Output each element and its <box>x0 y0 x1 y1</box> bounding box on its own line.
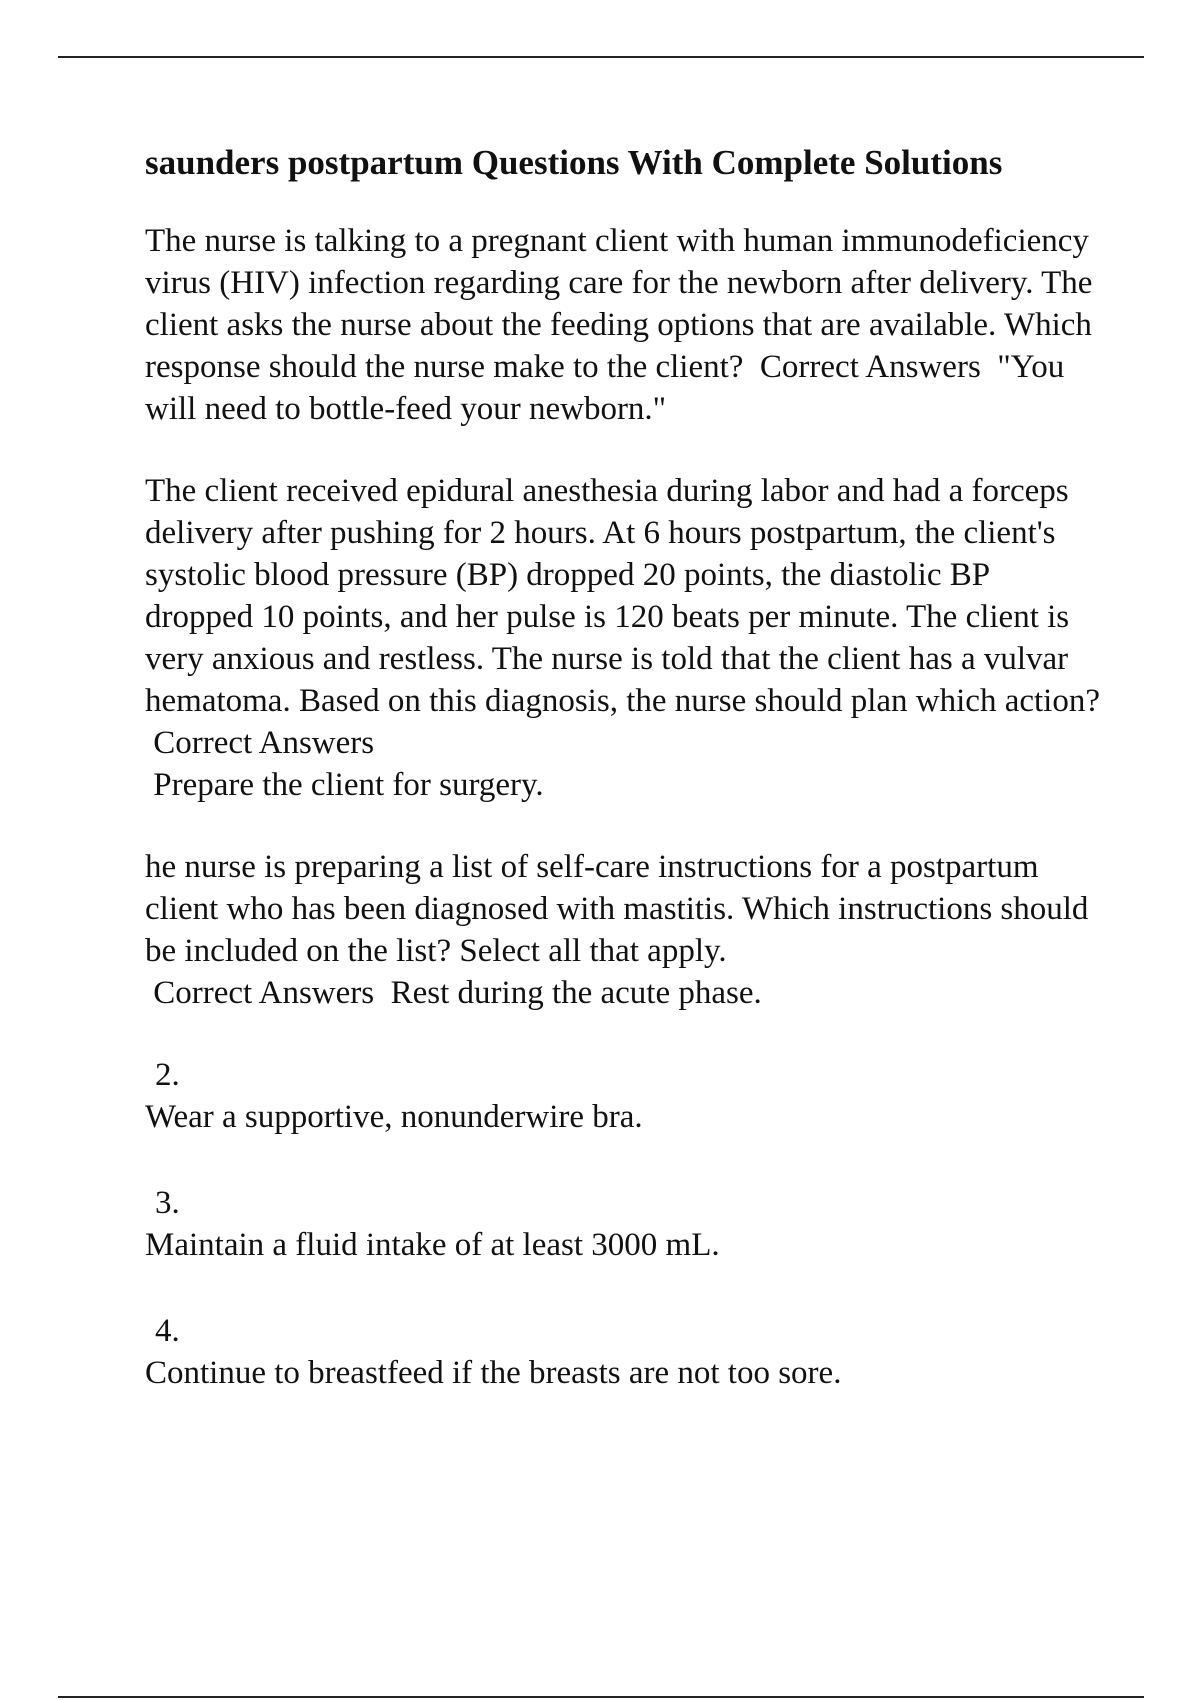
document-title: saunders postpartum Questions With Complete Solutions <box>145 143 1003 182</box>
document-body <box>145 142 1105 1438</box>
list-item-number: 3. <box>155 1185 180 1221</box>
list-item-number: 2. <box>155 1057 180 1093</box>
question-text: he nurse is preparing a list of self-care instructions for a postpartum client who has been diagnosed with mastitis. Which instructions should be included on the list? Select all that apply. <box>145 849 1089 969</box>
list-item-text: Continue to breastfeed if the breasts are not too sore. <box>145 1355 842 1391</box>
list-item-number: 4. <box>155 1313 180 1349</box>
qa-block-2 <box>145 470 1105 806</box>
list-item-text: Wear a supportive, nonunderwire bra. <box>145 1099 643 1135</box>
answer-label: Correct Answers <box>759 349 981 385</box>
answer-label: Correct Answers <box>153 725 375 761</box>
answer-text: Rest during the acute phase. <box>390 975 762 1011</box>
question-text: The client received epidural anesthesia during labor and had a forceps delivery after pushing for 2 hours. At 6 hours postpartum, the client's systolic blood pressure (BP) dropped 20 points, the diastolic BP dropped 10 points, and her pulse is 120 beats per minute. The client is very anxious and restless. The nurse is told that the client has a vulvar hematoma. Based on this diagnosis, the nurse should plan which action? <box>145 473 1100 719</box>
top-rule <box>58 56 1144 58</box>
list-item-text: Maintain a fluid intake of at least 3000 mL. <box>145 1227 720 1263</box>
question-text: The nurse is talking to a pregnant client with human immunodeficiency virus (HIV) infection regarding care for the newborn after delivery. The client asks the nurse about the feeding options that are available. Which response should the nurse make to the client? <box>145 223 1093 385</box>
list-item <box>145 1054 1105 1138</box>
list-item <box>145 1310 1105 1394</box>
bottom-rule <box>58 1696 1144 1698</box>
answer-text: "You will need to bottle-feed your newborn." <box>145 349 1065 427</box>
answer-label: Correct Answers <box>153 975 375 1011</box>
answer-text: Prepare the client for surgery. <box>153 767 544 803</box>
qa-block-1 <box>145 220 1105 430</box>
qa-block-3 <box>145 846 1105 1014</box>
list-item <box>145 1182 1105 1266</box>
